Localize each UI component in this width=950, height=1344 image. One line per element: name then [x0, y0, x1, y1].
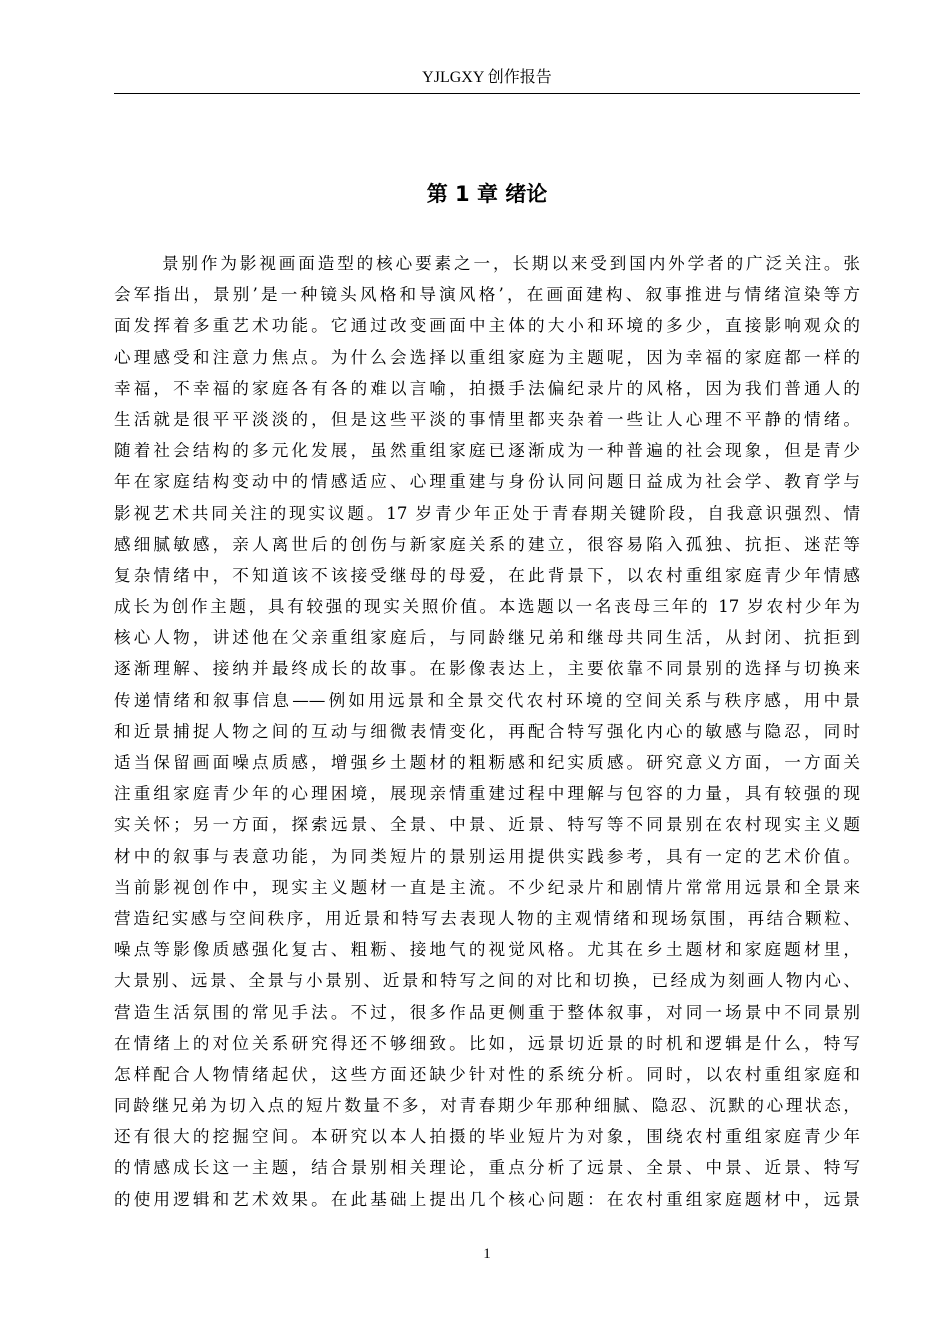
page-header: YJLGXY 创作报告 — [422, 69, 552, 86]
body-line: 大景别、远景、全景与小景别、近景和特写之间的对比和切换，已经成为刻画人物内心、 — [114, 971, 860, 991]
body-line: 心理感受和注意力焦点。为什么会选择以重组家庭为主题呢，因为幸福的家庭都一样的 — [114, 347, 860, 367]
body-line: 适当保留画面噪点质感，增强乡土题材的粗粝感和纪实质感。研究意义方面，一方面关 — [114, 753, 860, 772]
body-line: 核心人物，讲述他在父亲重组家庭后，与同龄继兄弟和继母共同生活，从封闭、抗拒到 — [114, 628, 860, 648]
body-line: 逐渐理解、接纳并最终成长的故事。在影像表达上，主要依靠不同景别的选择与切换来 — [114, 659, 860, 679]
body-line: 和近景捕捉人物之间的互动与细微表情变化，再配合特写强化内心的敏感与隐忍，同时 — [114, 721, 860, 741]
body-line: 随着社会结构的多元化发展，虽然重组家庭已逐渐成为一种普遍的社会现象，但是青少 — [114, 441, 860, 461]
body-line: 在情绪上的对位关系研究得还不够细致。比如，远景切近景的时机和逻辑是什么，特写 — [114, 1033, 860, 1053]
body-line: 同龄继兄弟为切入点的短片数量不多，对青春期少年那种细腻、隐忍、沉默的心理状态， — [114, 1096, 860, 1116]
body-line: 实关怀；另一方面，探索远景、全景、中景、近景、特写等不同景别在农村现实主义题 — [114, 815, 860, 835]
body-line: 景别作为影视画面造型的核心要素之一，长期以来受到国内外学者的广泛关注。张 — [162, 254, 860, 273]
body-text — [114, 248, 860, 1215]
body-line: 噪点等影像质感强化复古、粗粝、接地气的视觉风格。尤其在乡土题材和家庭题材里， — [114, 940, 860, 960]
body-line: 还有很大的挖掘空间。本研究以本人拍摄的毕业短片为对象，围绕农村重组家庭青少年 — [114, 1127, 860, 1147]
page-number: 1 — [483, 1246, 491, 1262]
body-line: 营造纪实感与空间秩序，用近景和特写去表现人物的主观情绪和现场氛围，再结合颗粒、 — [114, 908, 860, 928]
body-line: 营造生活氛围的常见手法。不过，很多作品更侧重于整体叙事，对同一场景中不同景别 — [114, 1002, 860, 1022]
body-line: 幸福，不幸福的家庭各有各的难以言喻，拍摄手法偏纪录片的风格，因为我们普通人的 — [114, 378, 860, 398]
body-line: 成长为创作主题，具有较强的现实关照价值。本选题以一名丧母三年的 17 岁农村少年为 — [114, 597, 860, 617]
body-line: 的情感成长这一主题，结合景别相关理论，重点分析了远景、全景、中景、近景、特写 — [114, 1158, 860, 1178]
body-line: 复杂情绪中，不知道该不该接受继母的母爱，在此背景下，以农村重组家庭青少年情感 — [114, 565, 860, 585]
body-line: 影视艺术共同关注的现实议题。17 岁青少年正处于青春期关键阶段，自我意识强烈、情 — [114, 503, 860, 523]
body-line: 材中的叙事与表意功能，为同类短片的景别运用提供实践参考，具有一定的艺术价值。 — [114, 846, 860, 866]
body-line: 的使用逻辑和艺术效果。在此基础上提出几个核心问题：在农村重组家庭题材中，远景 — [114, 1189, 860, 1209]
body-line: 面发挥着多重艺术功能。它通过改变画面中主体的大小和环境的多少，直接影响观众的 — [114, 316, 860, 336]
body-line: 当前影视创作中，现实主义题材一直是主流。不少纪录片和剧情片常常用远景和全景来 — [114, 877, 860, 897]
chapter-title: 第 1 章 绪论 — [426, 182, 548, 206]
body-line: 怎样配合人物情绪起伏，这些方面还缺少针对性的系统分析。同时，以农村重组家庭和 — [114, 1064, 860, 1084]
body-line: 生活就是很平平淡淡的，但是这些平淡的事情里都夹杂着一些让人心理不平静的情绪。 — [114, 409, 860, 429]
body-line: 年在家庭结构变动中的情感适应、心理重建与身份认同问题日益成为社会学、教育学与 — [114, 472, 860, 492]
body-line: 会军指出，景别’是一种镜头风格和导演风格’，在画面建构、叙事推进与情绪渲染等方 — [114, 285, 860, 305]
header-rule — [114, 93, 860, 94]
body-line: 传递情绪和叙事信息——例如用远景和全景交代农村环境的空间关系与秩序感，用中景 — [114, 690, 860, 710]
body-line: 注重组家庭青少年的心理困境，展现亲情重建过程中理解与包容的力量，具有较强的现 — [114, 784, 860, 804]
body-line: 感细腻敏感，亲人离世后的创伤与新家庭关系的建立，很容易陷入孤独、抗拒、迷茫等 — [114, 534, 860, 554]
